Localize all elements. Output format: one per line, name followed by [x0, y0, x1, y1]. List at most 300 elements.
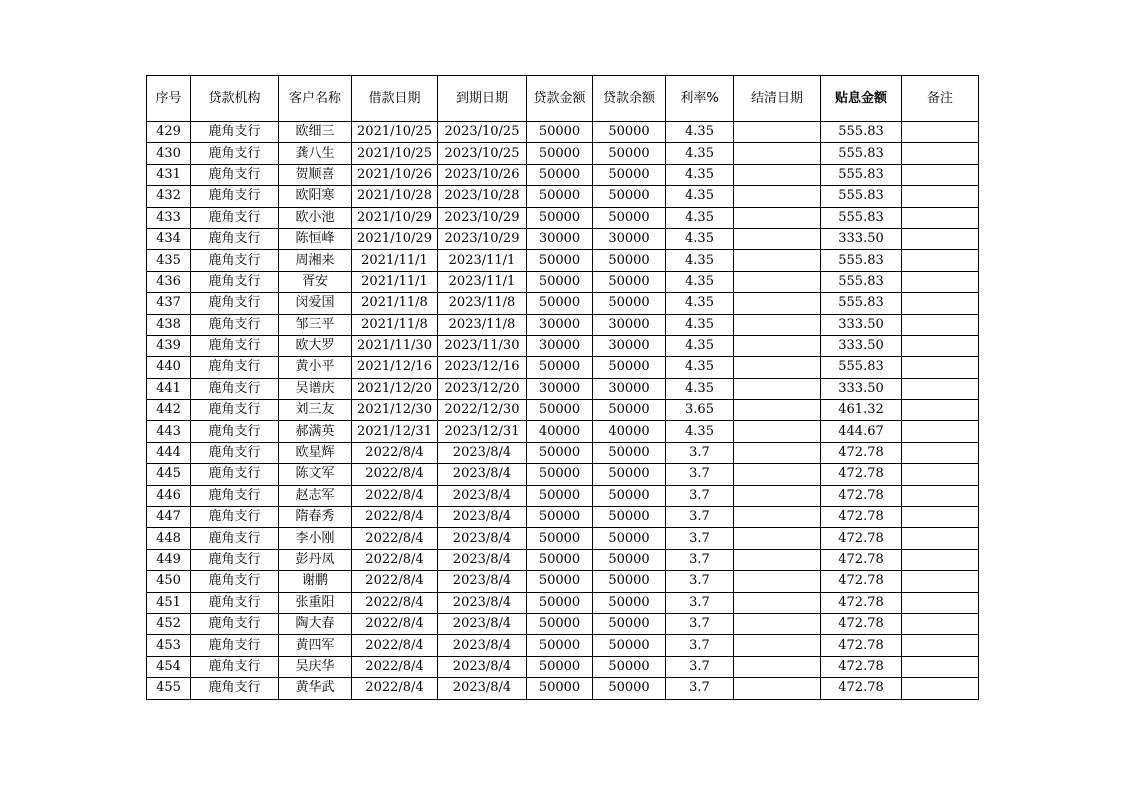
cell-loan-amount: 50000 — [527, 678, 593, 699]
cell-loan-balance: 50000 — [593, 271, 666, 292]
cell-loan-institution: 鹿角支行 — [191, 143, 279, 164]
cell-loan-institution: 鹿角支行 — [191, 207, 279, 228]
cell-loan-balance: 50000 — [593, 571, 666, 592]
cell-loan-balance: 50000 — [593, 122, 666, 143]
cell-customer-name: 欧大罗 — [279, 335, 352, 356]
cell-interest-rate: 4.35 — [666, 207, 734, 228]
cell-customer-name: 周湘来 — [279, 250, 352, 271]
cell-serial-no: 454 — [147, 656, 191, 677]
cell-customer-name: 欧星辉 — [279, 442, 352, 463]
cell-remarks — [902, 528, 979, 549]
cell-loan-balance: 50000 — [593, 442, 666, 463]
cell-subsidy-amount: 555.83 — [821, 164, 902, 185]
cell-customer-name: 欧细三 — [279, 122, 352, 143]
table-row — [147, 378, 979, 399]
cell-serial-no: 442 — [147, 400, 191, 421]
cell-loan-balance: 50000 — [593, 549, 666, 570]
cell-interest-rate: 4.35 — [666, 228, 734, 249]
cell-loan-date: 2022/8/4 — [352, 571, 438, 592]
header-serial-no: 序号 — [147, 76, 191, 122]
cell-interest-rate: 3.7 — [666, 464, 734, 485]
table-row — [147, 485, 979, 506]
cell-loan-date: 2022/8/4 — [352, 592, 438, 613]
cell-settlement-date — [734, 442, 821, 463]
cell-settlement-date — [734, 421, 821, 442]
cell-settlement-date — [734, 250, 821, 271]
cell-interest-rate: 4.35 — [666, 421, 734, 442]
cell-loan-date: 2021/12/31 — [352, 421, 438, 442]
table-row — [147, 571, 979, 592]
cell-remarks — [902, 335, 979, 356]
cell-loan-institution: 鹿角支行 — [191, 549, 279, 570]
cell-remarks — [902, 122, 979, 143]
cell-settlement-date — [734, 549, 821, 570]
header-loan-amount: 贷款金额 — [527, 76, 593, 122]
cell-remarks — [902, 357, 979, 378]
cell-loan-balance: 30000 — [593, 314, 666, 335]
header-remarks: 备注 — [902, 76, 979, 122]
cell-due-date: 2023/10/29 — [438, 228, 527, 249]
table-row — [147, 143, 979, 164]
cell-due-date: 2023/8/4 — [438, 678, 527, 699]
header-settlement-date: 结清日期 — [734, 76, 821, 122]
cell-due-date: 2023/8/4 — [438, 507, 527, 528]
table-row — [147, 421, 979, 442]
cell-customer-name: 陈文军 — [279, 464, 352, 485]
cell-subsidy-amount: 472.78 — [821, 485, 902, 506]
cell-remarks — [902, 314, 979, 335]
cell-settlement-date — [734, 164, 821, 185]
cell-loan-institution: 鹿角支行 — [191, 314, 279, 335]
cell-customer-name: 黄小平 — [279, 357, 352, 378]
cell-settlement-date — [734, 143, 821, 164]
cell-remarks — [902, 678, 979, 699]
header-due-date: 到期日期 — [438, 76, 527, 122]
cell-subsidy-amount: 472.78 — [821, 442, 902, 463]
cell-customer-name: 吴谱庆 — [279, 378, 352, 399]
cell-loan-amount: 30000 — [527, 335, 593, 356]
cell-loan-amount: 50000 — [527, 549, 593, 570]
cell-remarks — [902, 485, 979, 506]
cell-loan-balance: 50000 — [593, 400, 666, 421]
cell-serial-no: 431 — [147, 164, 191, 185]
cell-loan-amount: 30000 — [527, 228, 593, 249]
cell-loan-date: 2021/11/1 — [352, 271, 438, 292]
cell-loan-balance: 50000 — [593, 678, 666, 699]
cell-interest-rate: 3.7 — [666, 528, 734, 549]
cell-loan-balance: 50000 — [593, 143, 666, 164]
cell-loan-balance: 50000 — [593, 592, 666, 613]
cell-interest-rate: 4.35 — [666, 314, 734, 335]
cell-loan-amount: 50000 — [527, 271, 593, 292]
cell-due-date: 2023/11/8 — [438, 314, 527, 335]
cell-subsidy-amount: 333.50 — [821, 314, 902, 335]
cell-due-date: 2023/10/28 — [438, 186, 527, 207]
cell-loan-date: 2021/11/30 — [352, 335, 438, 356]
cell-subsidy-amount: 472.78 — [821, 464, 902, 485]
cell-loan-balance: 50000 — [593, 635, 666, 656]
cell-loan-balance: 30000 — [593, 378, 666, 399]
cell-settlement-date — [734, 228, 821, 249]
header-row — [147, 76, 979, 122]
cell-due-date: 2023/11/1 — [438, 250, 527, 271]
cell-settlement-date — [734, 314, 821, 335]
cell-customer-name: 龚八生 — [279, 143, 352, 164]
table-row — [147, 613, 979, 634]
cell-settlement-date — [734, 613, 821, 634]
cell-subsidy-amount: 444.67 — [821, 421, 902, 442]
cell-loan-amount: 50000 — [527, 250, 593, 271]
cell-loan-amount: 40000 — [527, 421, 593, 442]
cell-loan-amount: 50000 — [527, 400, 593, 421]
cell-settlement-date — [734, 464, 821, 485]
cell-loan-amount: 50000 — [527, 613, 593, 634]
table-row — [147, 528, 979, 549]
cell-due-date: 2023/8/4 — [438, 464, 527, 485]
cell-loan-balance: 50000 — [593, 464, 666, 485]
cell-subsidy-amount: 333.50 — [821, 335, 902, 356]
cell-loan-date: 2021/10/25 — [352, 143, 438, 164]
cell-settlement-date — [734, 592, 821, 613]
cell-customer-name: 邹三平 — [279, 314, 352, 335]
cell-subsidy-amount: 472.78 — [821, 678, 902, 699]
cell-settlement-date — [734, 378, 821, 399]
cell-subsidy-amount: 472.78 — [821, 528, 902, 549]
cell-loan-date: 2022/8/4 — [352, 678, 438, 699]
cell-subsidy-amount: 472.78 — [821, 656, 902, 677]
cell-due-date: 2023/12/31 — [438, 421, 527, 442]
cell-loan-institution: 鹿角支行 — [191, 164, 279, 185]
cell-remarks — [902, 507, 979, 528]
header-interest-rate: 利率% — [666, 76, 734, 122]
cell-settlement-date — [734, 400, 821, 421]
cell-loan-institution: 鹿角支行 — [191, 186, 279, 207]
cell-remarks — [902, 271, 979, 292]
table-row — [147, 592, 979, 613]
cell-due-date: 2023/8/4 — [438, 592, 527, 613]
cell-remarks — [902, 592, 979, 613]
cell-remarks — [902, 250, 979, 271]
cell-loan-institution: 鹿角支行 — [191, 571, 279, 592]
cell-loan-amount: 50000 — [527, 485, 593, 506]
cell-remarks — [902, 635, 979, 656]
table-row — [147, 656, 979, 677]
cell-customer-name: 谢鹏 — [279, 571, 352, 592]
cell-interest-rate: 4.35 — [666, 164, 734, 185]
table-row — [147, 293, 979, 314]
cell-serial-no: 441 — [147, 378, 191, 399]
cell-loan-amount: 30000 — [527, 314, 593, 335]
cell-serial-no: 450 — [147, 571, 191, 592]
cell-interest-rate: 3.7 — [666, 678, 734, 699]
cell-customer-name: 陶大春 — [279, 613, 352, 634]
cell-subsidy-amount: 555.83 — [821, 357, 902, 378]
cell-interest-rate: 4.35 — [666, 271, 734, 292]
cell-interest-rate: 4.35 — [666, 250, 734, 271]
cell-settlement-date — [734, 485, 821, 506]
cell-due-date: 2023/8/4 — [438, 656, 527, 677]
cell-interest-rate: 4.35 — [666, 122, 734, 143]
cell-loan-amount: 50000 — [527, 122, 593, 143]
cell-due-date: 2023/8/4 — [438, 485, 527, 506]
cell-loan-balance: 40000 — [593, 421, 666, 442]
cell-loan-date: 2022/8/4 — [352, 613, 438, 634]
cell-loan-institution: 鹿角支行 — [191, 635, 279, 656]
cell-remarks — [902, 421, 979, 442]
cell-loan-amount: 50000 — [527, 186, 593, 207]
cell-customer-name: 欧小池 — [279, 207, 352, 228]
cell-loan-institution: 鹿角支行 — [191, 613, 279, 634]
cell-remarks — [902, 613, 979, 634]
cell-loan-balance: 30000 — [593, 335, 666, 356]
cell-due-date: 2022/12/30 — [438, 400, 527, 421]
table-row — [147, 122, 979, 143]
cell-subsidy-amount: 333.50 — [821, 378, 902, 399]
cell-subsidy-amount: 472.78 — [821, 549, 902, 570]
table-row — [147, 314, 979, 335]
cell-interest-rate: 4.35 — [666, 335, 734, 356]
cell-customer-name: 赵志军 — [279, 485, 352, 506]
cell-due-date: 2023/11/1 — [438, 271, 527, 292]
cell-remarks — [902, 571, 979, 592]
cell-loan-balance: 50000 — [593, 507, 666, 528]
cell-due-date: 2023/8/4 — [438, 528, 527, 549]
cell-loan-date: 2022/8/4 — [352, 507, 438, 528]
cell-settlement-date — [734, 528, 821, 549]
cell-remarks — [902, 442, 979, 463]
cell-loan-date: 2022/8/4 — [352, 656, 438, 677]
cell-customer-name: 张重阳 — [279, 592, 352, 613]
table-row — [147, 207, 979, 228]
cell-loan-balance: 50000 — [593, 207, 666, 228]
cell-serial-no: 451 — [147, 592, 191, 613]
cell-loan-balance: 50000 — [593, 186, 666, 207]
cell-loan-date: 2022/8/4 — [352, 464, 438, 485]
cell-loan-date: 2021/11/1 — [352, 250, 438, 271]
cell-settlement-date — [734, 656, 821, 677]
loan-subsidy-table — [146, 75, 979, 700]
cell-loan-amount: 30000 — [527, 378, 593, 399]
cell-serial-no: 444 — [147, 442, 191, 463]
cell-serial-no: 440 — [147, 357, 191, 378]
cell-loan-amount: 50000 — [527, 592, 593, 613]
cell-loan-institution: 鹿角支行 — [191, 250, 279, 271]
table-row — [147, 164, 979, 185]
cell-serial-no: 445 — [147, 464, 191, 485]
cell-due-date: 2023/10/25 — [438, 122, 527, 143]
cell-loan-date: 2021/10/26 — [352, 164, 438, 185]
cell-settlement-date — [734, 207, 821, 228]
cell-remarks — [902, 164, 979, 185]
cell-customer-name: 郝满英 — [279, 421, 352, 442]
cell-due-date: 2023/8/4 — [438, 549, 527, 570]
cell-serial-no: 452 — [147, 613, 191, 634]
cell-due-date: 2023/10/25 — [438, 143, 527, 164]
cell-loan-amount: 50000 — [527, 293, 593, 314]
cell-loan-institution: 鹿角支行 — [191, 464, 279, 485]
cell-customer-name: 闵爱国 — [279, 293, 352, 314]
cell-subsidy-amount: 472.78 — [821, 592, 902, 613]
header-subsidy-amount: 贴息金额 — [821, 76, 902, 122]
cell-customer-name: 欧阳寒 — [279, 186, 352, 207]
header-loan-institution: 贷款机构 — [191, 76, 279, 122]
cell-loan-amount: 50000 — [527, 571, 593, 592]
table-row — [147, 635, 979, 656]
cell-settlement-date — [734, 122, 821, 143]
cell-settlement-date — [734, 293, 821, 314]
cell-interest-rate: 3.7 — [666, 442, 734, 463]
cell-loan-institution: 鹿角支行 — [191, 271, 279, 292]
cell-serial-no: 449 — [147, 549, 191, 570]
cell-serial-no: 436 — [147, 271, 191, 292]
cell-subsidy-amount: 555.83 — [821, 250, 902, 271]
cell-serial-no: 443 — [147, 421, 191, 442]
cell-subsidy-amount: 555.83 — [821, 293, 902, 314]
cell-subsidy-amount: 333.50 — [821, 228, 902, 249]
header-loan-date: 借款日期 — [352, 76, 438, 122]
cell-subsidy-amount: 472.78 — [821, 507, 902, 528]
cell-loan-balance: 50000 — [593, 293, 666, 314]
table-row — [147, 186, 979, 207]
cell-loan-institution: 鹿角支行 — [191, 228, 279, 249]
cell-interest-rate: 3.7 — [666, 507, 734, 528]
cell-loan-balance: 50000 — [593, 164, 666, 185]
cell-subsidy-amount: 472.78 — [821, 571, 902, 592]
cell-loan-institution: 鹿角支行 — [191, 293, 279, 314]
cell-customer-name: 李小刚 — [279, 528, 352, 549]
cell-customer-name: 陈恒峰 — [279, 228, 352, 249]
cell-loan-balance: 50000 — [593, 528, 666, 549]
cell-loan-institution: 鹿角支行 — [191, 400, 279, 421]
cell-subsidy-amount: 555.83 — [821, 186, 902, 207]
cell-serial-no: 453 — [147, 635, 191, 656]
cell-interest-rate: 3.7 — [666, 485, 734, 506]
cell-loan-institution: 鹿角支行 — [191, 485, 279, 506]
table-row — [147, 357, 979, 378]
cell-settlement-date — [734, 271, 821, 292]
cell-loan-date: 2021/10/29 — [352, 207, 438, 228]
cell-settlement-date — [734, 507, 821, 528]
cell-loan-date: 2022/8/4 — [352, 635, 438, 656]
cell-loan-date: 2022/8/4 — [352, 549, 438, 570]
cell-remarks — [902, 186, 979, 207]
cell-settlement-date — [734, 186, 821, 207]
cell-remarks — [902, 228, 979, 249]
cell-loan-amount: 50000 — [527, 207, 593, 228]
cell-remarks — [902, 207, 979, 228]
cell-loan-date: 2021/11/8 — [352, 314, 438, 335]
cell-subsidy-amount: 472.78 — [821, 613, 902, 634]
cell-serial-no: 433 — [147, 207, 191, 228]
cell-loan-date: 2022/8/4 — [352, 528, 438, 549]
cell-due-date: 2023/12/16 — [438, 357, 527, 378]
cell-loan-date: 2021/10/29 — [352, 228, 438, 249]
cell-loan-date: 2021/12/30 — [352, 400, 438, 421]
table-row — [147, 400, 979, 421]
cell-customer-name: 黄华武 — [279, 678, 352, 699]
cell-settlement-date — [734, 335, 821, 356]
cell-loan-date: 2021/11/8 — [352, 293, 438, 314]
cell-subsidy-amount: 555.83 — [821, 207, 902, 228]
cell-loan-institution: 鹿角支行 — [191, 335, 279, 356]
cell-loan-institution: 鹿角支行 — [191, 656, 279, 677]
cell-loan-institution: 鹿角支行 — [191, 528, 279, 549]
cell-due-date: 2023/10/29 — [438, 207, 527, 228]
cell-interest-rate: 4.35 — [666, 186, 734, 207]
cell-serial-no: 434 — [147, 228, 191, 249]
table-row — [147, 549, 979, 570]
cell-loan-balance: 50000 — [593, 485, 666, 506]
cell-loan-amount: 50000 — [527, 656, 593, 677]
cell-due-date: 2023/10/26 — [438, 164, 527, 185]
cell-loan-date: 2022/8/4 — [352, 442, 438, 463]
cell-settlement-date — [734, 571, 821, 592]
header-customer-name: 客户名称 — [279, 76, 352, 122]
cell-due-date: 2023/11/8 — [438, 293, 527, 314]
cell-interest-rate: 3.7 — [666, 549, 734, 570]
cell-interest-rate: 4.35 — [666, 143, 734, 164]
cell-customer-name: 贺顺喜 — [279, 164, 352, 185]
cell-interest-rate: 3.7 — [666, 592, 734, 613]
cell-loan-amount: 50000 — [527, 464, 593, 485]
cell-settlement-date — [734, 678, 821, 699]
cell-remarks — [902, 656, 979, 677]
cell-loan-institution: 鹿角支行 — [191, 122, 279, 143]
cell-serial-no: 432 — [147, 186, 191, 207]
cell-customer-name: 吴庆华 — [279, 656, 352, 677]
cell-customer-name: 彭丹凤 — [279, 549, 352, 570]
cell-customer-name: 刘三友 — [279, 400, 352, 421]
cell-loan-date: 2022/8/4 — [352, 485, 438, 506]
cell-due-date: 2023/8/4 — [438, 571, 527, 592]
cell-subsidy-amount: 461.32 — [821, 400, 902, 421]
cell-serial-no: 446 — [147, 485, 191, 506]
cell-settlement-date — [734, 635, 821, 656]
cell-serial-no: 438 — [147, 314, 191, 335]
cell-serial-no: 455 — [147, 678, 191, 699]
table-row — [147, 335, 979, 356]
cell-loan-institution: 鹿角支行 — [191, 421, 279, 442]
cell-settlement-date — [734, 357, 821, 378]
cell-customer-name: 胥安 — [279, 271, 352, 292]
cell-loan-date: 2021/12/16 — [352, 357, 438, 378]
cell-loan-date: 2021/10/28 — [352, 186, 438, 207]
table-row — [147, 271, 979, 292]
cell-serial-no: 435 — [147, 250, 191, 271]
cell-due-date: 2023/8/4 — [438, 635, 527, 656]
cell-remarks — [902, 549, 979, 570]
cell-loan-amount: 50000 — [527, 635, 593, 656]
cell-interest-rate: 3.7 — [666, 613, 734, 634]
cell-serial-no: 448 — [147, 528, 191, 549]
cell-remarks — [902, 143, 979, 164]
cell-customer-name: 隋春秀 — [279, 507, 352, 528]
cell-remarks — [902, 400, 979, 421]
cell-serial-no: 447 — [147, 507, 191, 528]
cell-remarks — [902, 378, 979, 399]
cell-loan-balance: 30000 — [593, 228, 666, 249]
cell-loan-institution: 鹿角支行 — [191, 357, 279, 378]
cell-interest-rate: 3.65 — [666, 400, 734, 421]
cell-loan-institution: 鹿角支行 — [191, 507, 279, 528]
cell-serial-no: 439 — [147, 335, 191, 356]
cell-remarks — [902, 464, 979, 485]
cell-serial-no: 430 — [147, 143, 191, 164]
cell-loan-balance: 50000 — [593, 613, 666, 634]
table-row — [147, 678, 979, 699]
cell-serial-no: 437 — [147, 293, 191, 314]
cell-loan-amount: 50000 — [527, 143, 593, 164]
